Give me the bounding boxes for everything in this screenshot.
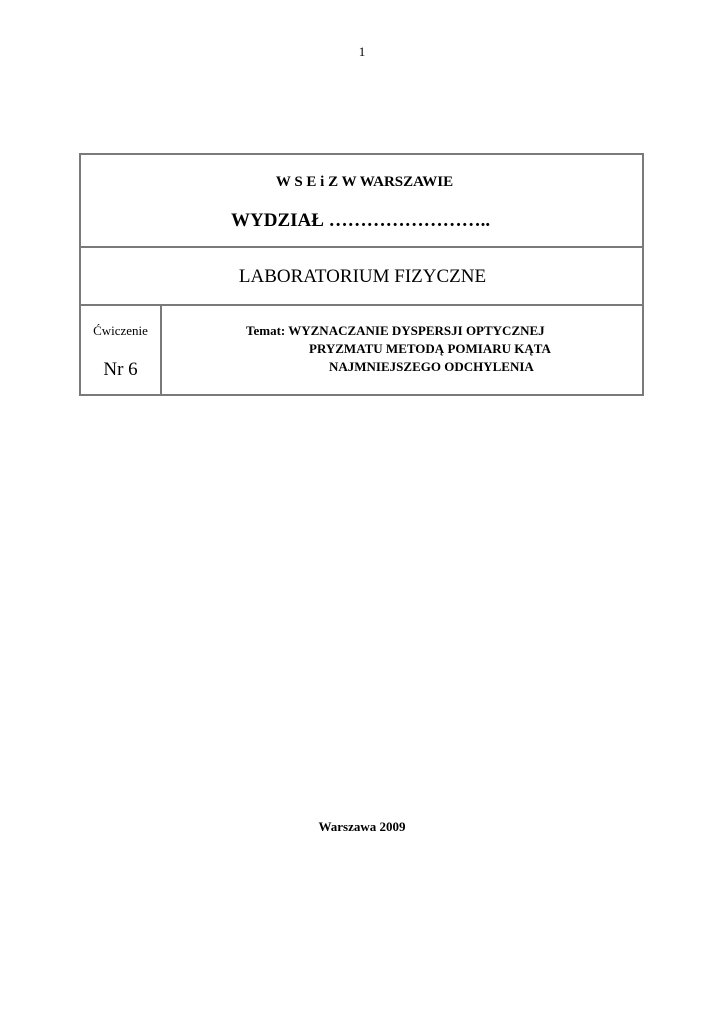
lab-title: LABORATORIUM FIZYCZNE <box>238 266 487 287</box>
page-number: 1 <box>358 44 366 59</box>
exercise-label: Ćwiczenie <box>93 323 148 338</box>
faculty-line: WYDZIAŁ …………………….. <box>231 210 491 231</box>
school-name: W S E i Z W WARSZAWIE <box>275 174 454 190</box>
exercise-topic <box>162 322 644 376</box>
topic-line: NAJMNIEJSZEGO ODCHYLENIA <box>329 359 534 374</box>
footer-place-year: Warszawa 2009 <box>318 819 406 834</box>
header-row-institution <box>81 155 642 248</box>
header-row-lab <box>81 248 642 306</box>
title-table <box>79 153 644 396</box>
exercise-cell <box>81 306 162 394</box>
topic-line: Temat: WYZNACZANIE DYSPERSJI OPTYCZNEJ <box>246 323 545 338</box>
exercise-row <box>81 306 642 394</box>
topic-line: PRYZMATU METODĄ POMIARU KĄTA <box>309 341 551 356</box>
exercise-number: Nr 6 <box>103 359 138 380</box>
